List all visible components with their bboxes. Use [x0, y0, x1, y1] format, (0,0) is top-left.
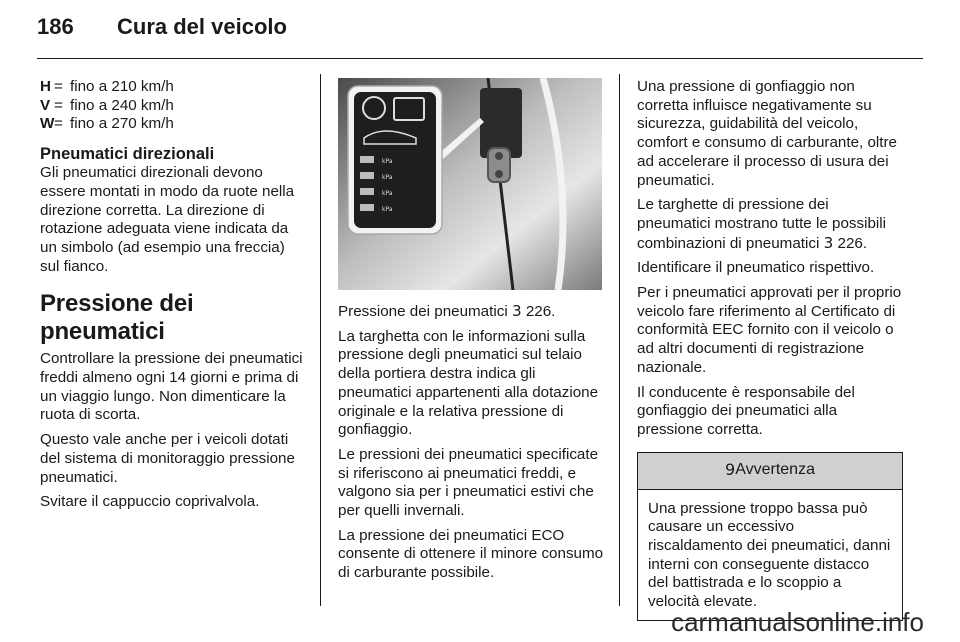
para-valve-cap: Svitare il cappuccio coprivalvola. [40, 493, 260, 511]
equals-sign: = [54, 78, 63, 95]
para-directional: Gli pneumatici direzionali devono essere montati in modo da ruote nella direzione corretta. La direzione di rotazione adeguata viene indicata da un simbolo (ad esempio una freccia) sul fianco. [40, 164, 295, 275]
watermark: carmanualsonline.info [671, 607, 924, 637]
warning-body: Una pressione troppo bassa può causare un eccessivo riscaldamento dei pneumatici, danni interni con conseguente distacco del battistrada e lo scoppio a velocità elevate. [648, 499, 891, 611]
ref-text: Pressione dei pneumatici [338, 303, 508, 320]
label-kpa-1: kPa [382, 158, 393, 165]
warning-title: Avvertenza [735, 461, 815, 479]
speed-text: fino a 240 km/h [70, 96, 174, 114]
column-left [40, 78, 305, 518]
equals-sign: = [54, 96, 63, 114]
door-label-photo [338, 78, 602, 290]
para-door-label: La targhetta con le informazioni sulla pressione degli pneumatici sul telaio della portiera destra indica gli pneumatici appartenenti alla dotazione originale e la relativa pressione di gonfiaggio. [338, 327, 599, 439]
speed-row [40, 97, 305, 116]
warning-box [637, 452, 903, 621]
label-kpa-4: kPa [382, 206, 393, 213]
speed-text: fino a 210 km/h [70, 78, 174, 95]
para-cold-tyres: Le pressioni dei pneumatici specificate si riferiscono ai pneumatici freddi, e valgono sia per i pneumatici estivi che per quelli invernali. [338, 445, 599, 520]
column-divider [320, 74, 321, 606]
para-ref-pressure [338, 302, 604, 322]
heading-tyre-pressure: Pressione dei pneumatici [40, 290, 194, 346]
ref-page: 226. [525, 303, 556, 320]
para-incorrect-pressure: Una pressione di gonfiaggio non corretta influisce negativamente su sicurezza, guidabilità del veicolo, comfort e consumo di carburante, oltre ad accelerare il processo di usura dei pneumatici. [637, 78, 897, 189]
column-divider [619, 74, 620, 606]
warning-header [638, 453, 902, 490]
column-middle [338, 78, 604, 589]
label-kpa-2: kPa [382, 174, 393, 181]
para-eco: La pressione dei pneumatici ECO consente di ottenere il minore consumo di carburante possibile. [338, 526, 604, 582]
labels-text: Le targhette di pressione dei pneumatici mostrano tutte le possibili combinazioni di pneumatici [637, 196, 887, 252]
subheading-directional: Pneumatici direzionali [40, 145, 215, 164]
warning-triangle-icon: 9 [725, 460, 736, 480]
page-header [37, 14, 287, 40]
label-kpa-3: kPa [382, 190, 393, 197]
speed-row [40, 78, 305, 97]
speed-row [40, 115, 305, 134]
para-pressure-labels [637, 196, 903, 253]
page-number: 186 [37, 14, 74, 39]
speed-text: fino a 270 km/h [70, 115, 174, 133]
page-title: Cura del veicolo [117, 14, 287, 39]
para-approved-tyres: Per i pneumatici approvati per il proprio veicolo fare riferimento al Certificato di conformità EEC fornito con il veicolo o ad altri documenti di registrazione nazionale. [637, 284, 902, 376]
para-check-pressure: Controllare la pressione dei pneumatici freddi almeno ogni 14 giorni e prima di un viaggio lungo. Non dimenticare la ruota di scorta. [40, 350, 303, 424]
speed-letter: V [40, 96, 51, 114]
para-monitoring: Questo vale anche per i veicoli dotati del sistema di monitoraggio pressione pneumatici. [40, 431, 295, 486]
speed-letter: H [40, 78, 51, 95]
para-driver-responsible: Il conducente è responsabile del gonfiaggio dei pneumatici alla pressione corretta. [637, 383, 855, 438]
speed-letter: W [40, 115, 55, 133]
tyre-label-illustration [338, 78, 602, 290]
page-ref-icon: 3 [823, 233, 834, 252]
para-identify: Identificare il pneumatico rispettivo. [637, 259, 875, 277]
header-rule [37, 58, 923, 59]
column-right [637, 78, 903, 621]
page-ref-icon: 3 [511, 302, 522, 320]
equals-sign: = [54, 115, 63, 133]
ref-page: 226. [837, 234, 868, 252]
